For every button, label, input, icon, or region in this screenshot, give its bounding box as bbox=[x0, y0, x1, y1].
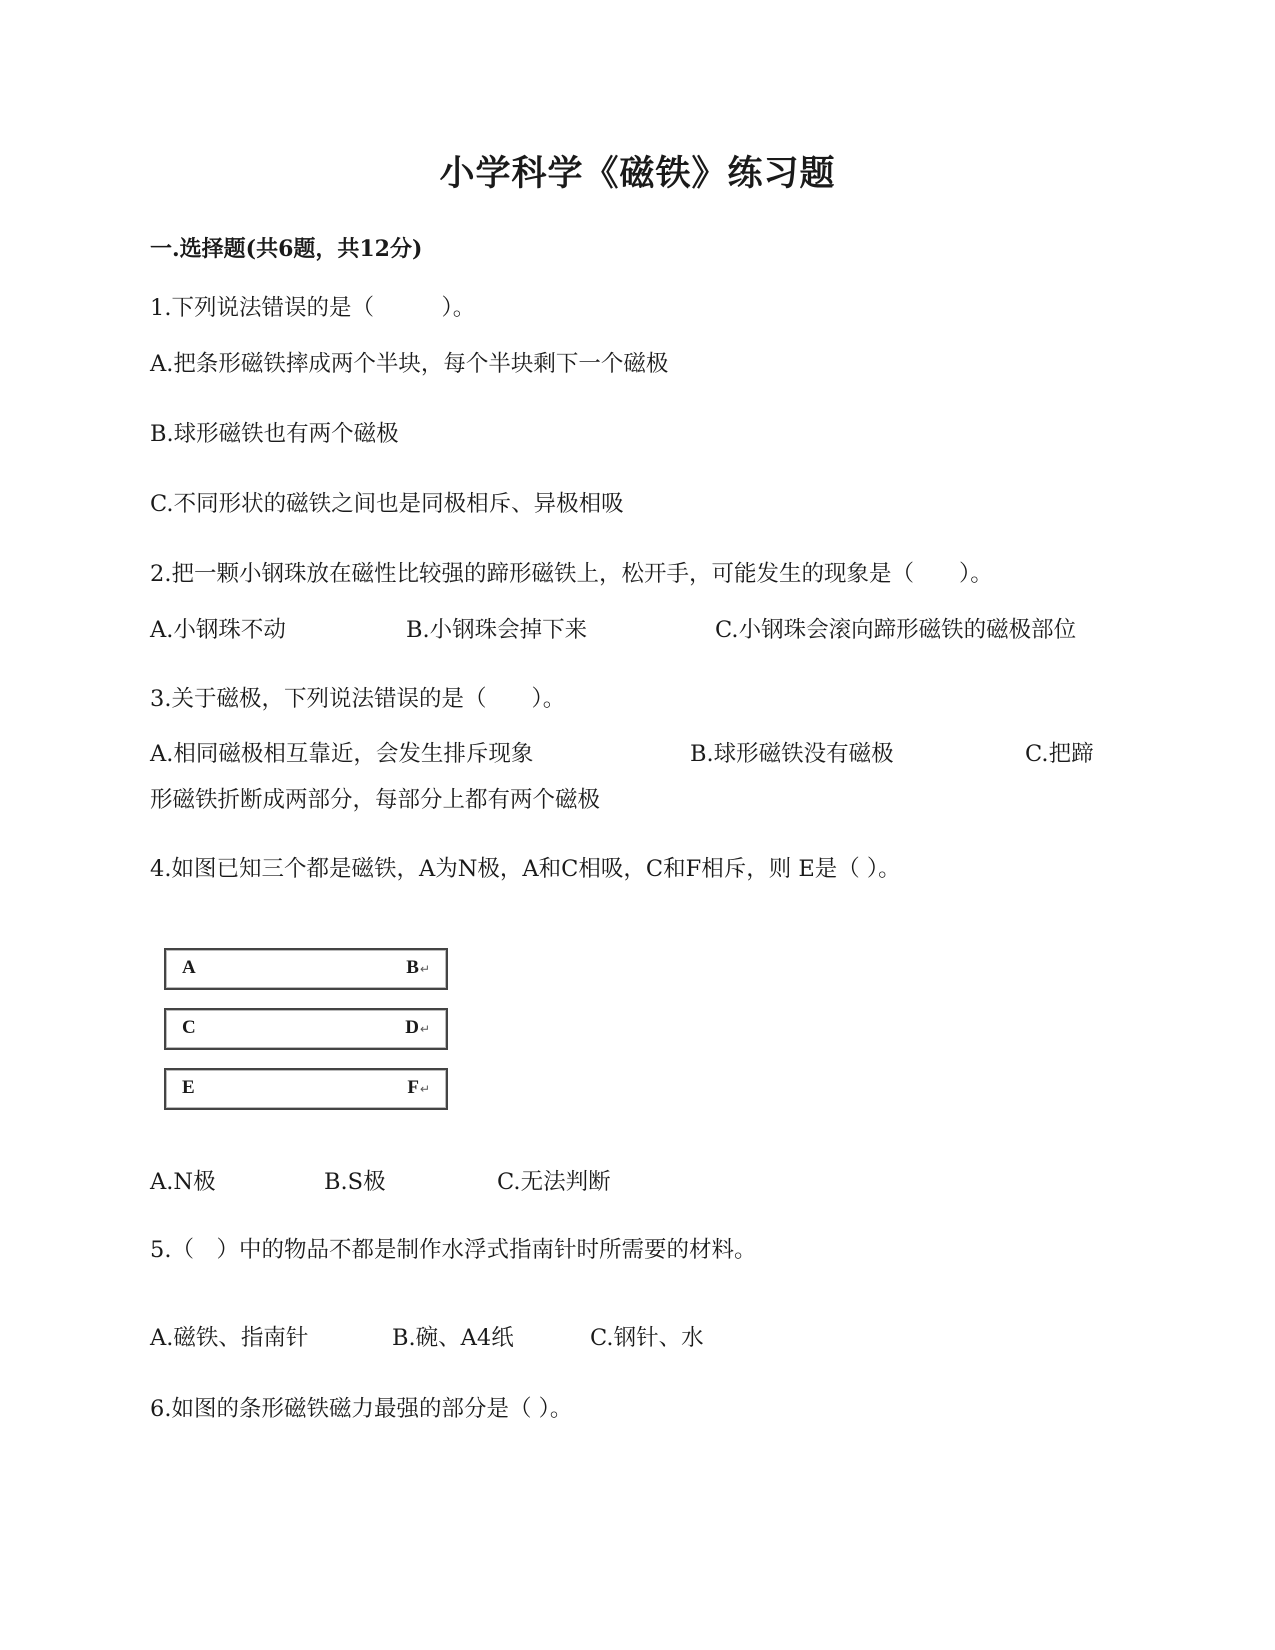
magnet-pole-label: A bbox=[182, 957, 196, 978]
question-1-stem: 1.下列说法错误的是（ ）。 bbox=[150, 295, 476, 321]
question-3-option-c: C.把蹄 bbox=[1025, 741, 1094, 767]
question-5-stem: 5.（ ）中的物品不都是制作水浮式指南针时所需要的材料。 bbox=[150, 1237, 757, 1263]
question-5-option-b: B.碗、A4纸 bbox=[392, 1325, 514, 1351]
question-1-option-a: A.把条形磁铁摔成两个半块，每个半块剩下一个磁极 bbox=[150, 351, 669, 377]
magnet-pole-label: B↵ bbox=[406, 957, 430, 978]
question-2-option-a: A.小钢珠不动 bbox=[150, 617, 286, 643]
section-heading: 一.选择题(共6题，共12分) bbox=[150, 236, 423, 262]
question-2-option-c: C.小钢珠会滚向蹄形磁铁的磁极部位 bbox=[715, 617, 1077, 643]
return-mark-icon: ↵ bbox=[419, 962, 430, 976]
magnet-pole-label: E bbox=[182, 1077, 195, 1098]
magnet-pole-label: C bbox=[182, 1017, 196, 1038]
magnet-pole-label: F↵ bbox=[407, 1077, 430, 1098]
question-3-option-a: A.相同磁极相互靠近，会发生排斥现象 bbox=[150, 741, 534, 767]
question-5-option-c: C.钢针、水 bbox=[590, 1325, 704, 1351]
question-4-option-c: C.无法判断 bbox=[497, 1169, 611, 1195]
question-3-stem: 3.关于磁极，下列说法错误的是（ ）。 bbox=[150, 686, 566, 712]
question-2-option-b: B.小钢珠会掉下来 bbox=[406, 617, 588, 643]
magnet-cd bbox=[164, 1008, 448, 1050]
question-4-stem: 4.如图已知三个都是磁铁，A为N极，A和C相吸，C和F相斥，则 E是（ ）。 bbox=[150, 856, 901, 882]
magnet-ab bbox=[164, 948, 448, 990]
question-2-stem: 2.把一颗小钢珠放在磁性比较强的蹄形磁铁上，松开手，可能发生的现象是（ ）。 bbox=[150, 561, 993, 587]
question-6-stem: 6.如图的条形磁铁磁力最强的部分是（ ）。 bbox=[150, 1396, 573, 1422]
question-1-option-c: C.不同形状的磁铁之间也是同极相斥、异极相吸 bbox=[150, 491, 624, 517]
question-4-option-a: A.N极 bbox=[150, 1169, 216, 1195]
question-1-option-b: B.球形磁铁也有两个磁极 bbox=[150, 421, 399, 447]
question-5-option-a: A.磁铁、指南针 bbox=[150, 1325, 309, 1351]
question-4-option-b: B.S极 bbox=[324, 1169, 386, 1195]
question-3-option-c-continued: 形磁铁折断成两部分，每部分上都有两个磁极 bbox=[150, 787, 601, 813]
magnet-pole-label: D↵ bbox=[405, 1017, 430, 1038]
page-title: 小学科学《磁铁》练习题 bbox=[439, 153, 836, 194]
question-3-option-b: B.球形磁铁没有磁极 bbox=[690, 741, 894, 767]
magnet-ef bbox=[164, 1068, 448, 1110]
return-mark-icon: ↵ bbox=[419, 1022, 430, 1036]
return-mark-icon: ↵ bbox=[419, 1082, 430, 1096]
